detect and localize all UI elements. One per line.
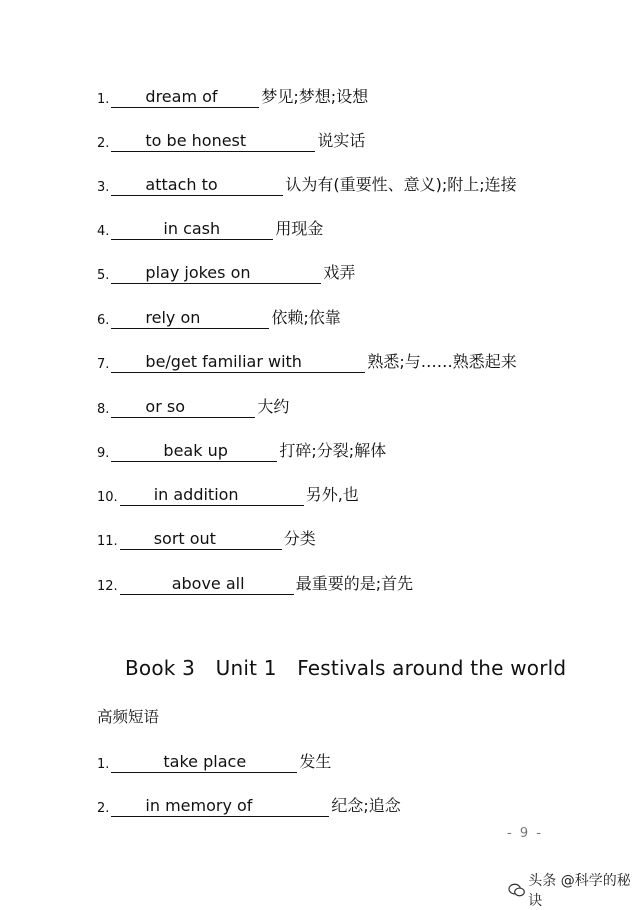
phrase-blank: to be honest xyxy=(111,132,315,152)
item-number: 12. xyxy=(97,579,118,594)
phrase-meaning: 戏弄 xyxy=(323,263,356,282)
phrase-meaning: 分类 xyxy=(283,529,316,548)
item-number: 10. xyxy=(97,490,118,505)
item-number: 11. xyxy=(97,534,118,549)
phrase-meaning: 另外,也 xyxy=(305,485,359,504)
phrase-meaning: 纪念;追念 xyxy=(331,796,401,815)
phrase-blank: dream of xyxy=(111,88,259,108)
section-heading xyxy=(125,656,566,680)
phrase-meaning: 最重要的是;首先 xyxy=(295,574,414,593)
phrase-meaning: 用现金 xyxy=(275,219,324,238)
item-number: 1. xyxy=(97,92,110,107)
item-number: 1. xyxy=(97,757,110,772)
phrase-item xyxy=(97,789,401,817)
phrase-item xyxy=(97,168,517,196)
phrase-blank: in memory of xyxy=(111,797,329,817)
phrase-item xyxy=(97,567,413,595)
phrase-blank: attach to xyxy=(111,176,283,196)
phrase-item xyxy=(97,745,331,773)
item-number: 2. xyxy=(97,136,110,151)
item-number: 8. xyxy=(97,402,110,417)
phrase-item xyxy=(97,212,323,240)
phrase-item xyxy=(97,522,316,550)
phrase-blank: play jokes on xyxy=(111,264,321,284)
phrase-blank: be/get familiar with xyxy=(111,353,365,373)
phrase-blank: or so xyxy=(111,398,255,418)
phrase-item xyxy=(97,478,359,506)
phrase-item xyxy=(97,390,289,418)
item-number: 7. xyxy=(97,357,110,372)
phrase-blank: in cash xyxy=(111,220,273,240)
item-number: 3. xyxy=(97,180,110,195)
phrase-meaning: 打碎;分裂;解体 xyxy=(279,441,387,460)
phrase-meaning: 大约 xyxy=(257,397,290,416)
phrase-meaning: 熟悉;与……熟悉起来 xyxy=(367,352,517,371)
phrase-item xyxy=(97,124,365,152)
item-number: 6. xyxy=(97,313,110,328)
phrase-blank: above all xyxy=(120,575,294,595)
unit-label: Unit 1 xyxy=(215,656,277,680)
item-number: 4. xyxy=(97,224,110,239)
phrase-item xyxy=(97,301,341,329)
watermark-text: 头条 @科学的秘诀 xyxy=(528,873,631,909)
watermark xyxy=(508,870,640,910)
item-number: 2. xyxy=(97,801,110,816)
phrase-blank: in addition xyxy=(120,486,304,506)
item-number: 9. xyxy=(97,446,110,461)
phrase-item xyxy=(97,256,355,284)
phrase-blank: beak up xyxy=(111,442,277,462)
unit-title: Festivals around the world xyxy=(297,656,567,680)
phrase-blank: sort out xyxy=(120,530,282,550)
phrase-item xyxy=(97,434,386,462)
phrase-item xyxy=(97,345,517,373)
book-label: Book 3 xyxy=(125,656,196,680)
phrase-meaning: 发生 xyxy=(299,752,332,771)
page-number: - 9 - xyxy=(507,826,543,841)
item-number: 5. xyxy=(97,268,110,283)
phrase-meaning: 说实话 xyxy=(317,131,366,150)
phrase-meaning: 梦见;梦想;设想 xyxy=(261,87,369,106)
wechat-icon xyxy=(508,882,525,898)
phrase-item xyxy=(97,80,368,108)
phrase-meaning: 依赖;依靠 xyxy=(271,308,341,327)
phrase-meaning: 认为有(重要性、意义);附上;连接 xyxy=(285,175,517,194)
phrase-blank: take place xyxy=(111,753,297,773)
phrase-blank: rely on xyxy=(111,309,269,329)
section-subtitle: 高频短语 xyxy=(97,708,160,726)
